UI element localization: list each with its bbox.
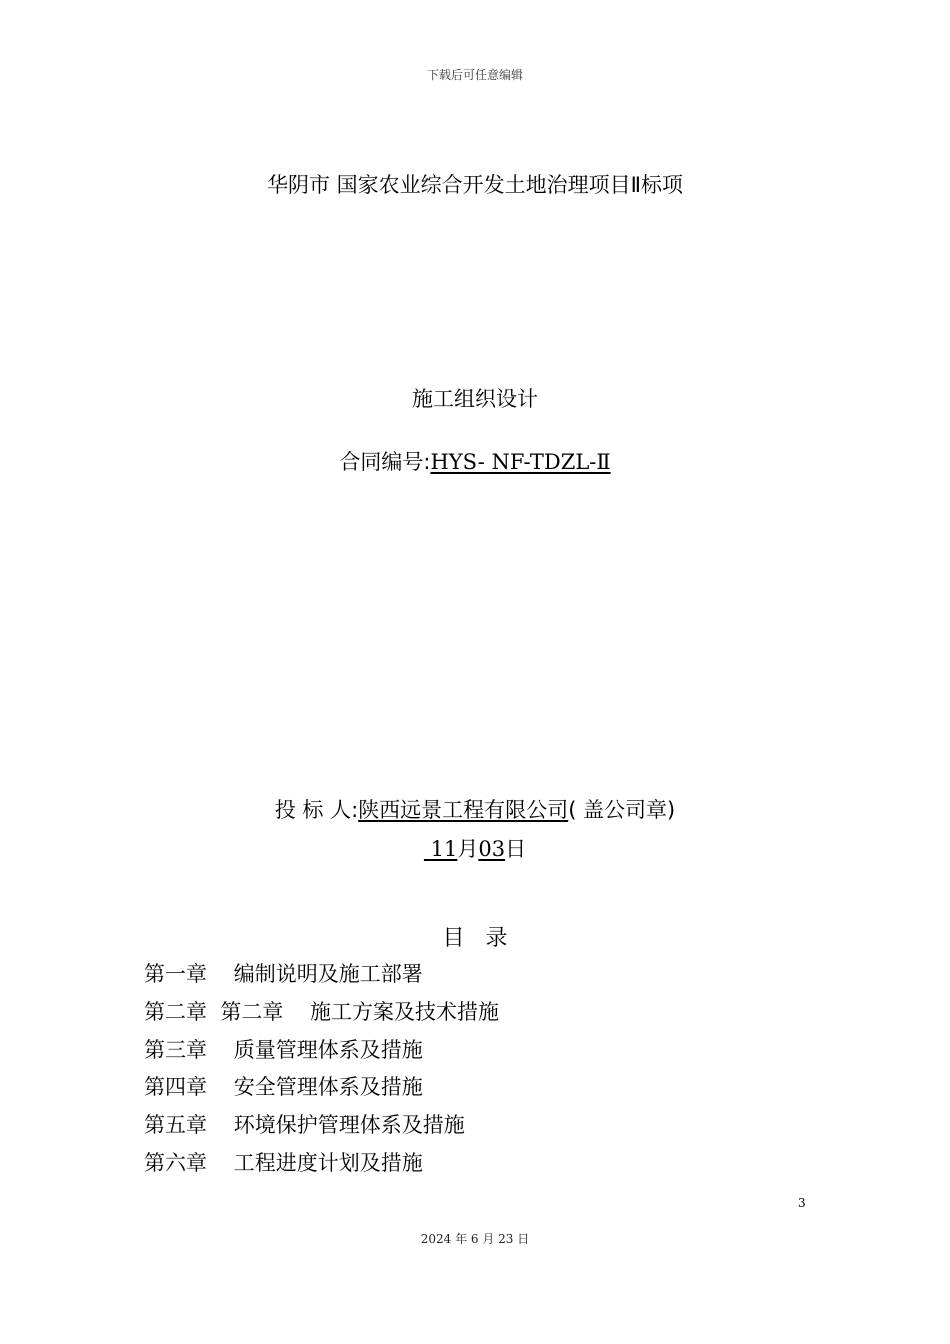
bid-date xyxy=(0,833,950,863)
date-month-unit: 月 xyxy=(457,837,479,861)
date-month: 11 xyxy=(430,837,458,861)
project-title: 华阴市 国家农业综合开发土地治理项目Ⅱ标项 xyxy=(266,173,683,197)
document-title: 施工组织设计 xyxy=(412,387,538,411)
page-number: 3 xyxy=(798,1196,806,1210)
toc-title: 目 录 xyxy=(442,926,508,951)
bidder-line xyxy=(0,794,950,824)
date-day: 03 xyxy=(478,837,506,861)
contract-label: 合同编号: xyxy=(339,450,431,474)
toc-item-3: 第三章 质量管理体系及措施 xyxy=(144,1038,423,1062)
toc-item-1: 第一章 编制说明及施工部署 xyxy=(144,962,423,986)
header-note: 下载后可任意编辑 xyxy=(426,68,523,82)
toc-item-4: 第四章 安全管理体系及措施 xyxy=(144,1075,423,1099)
toc-item-2: 第二章 第二章 施工方案及技术措施 xyxy=(144,1000,500,1024)
toc-item-6: 第六章 工程进度计划及措施 xyxy=(144,1151,423,1175)
bidder-label: 投 标 人: xyxy=(274,798,359,822)
contract-number xyxy=(0,446,950,476)
bidder-seal-note: ( 盖公司章) xyxy=(568,798,676,822)
bidder-company: 陕西远景工程有限公司 xyxy=(358,798,569,822)
contract-value: HYS- NF-TDZL-Ⅱ xyxy=(430,450,611,474)
date-day-unit: 日 xyxy=(505,837,527,861)
toc-item-5: 第五章 环境保护管理体系及措施 xyxy=(144,1113,465,1137)
footer-date: 2024 年 6 月 23 日 xyxy=(420,1232,530,1246)
